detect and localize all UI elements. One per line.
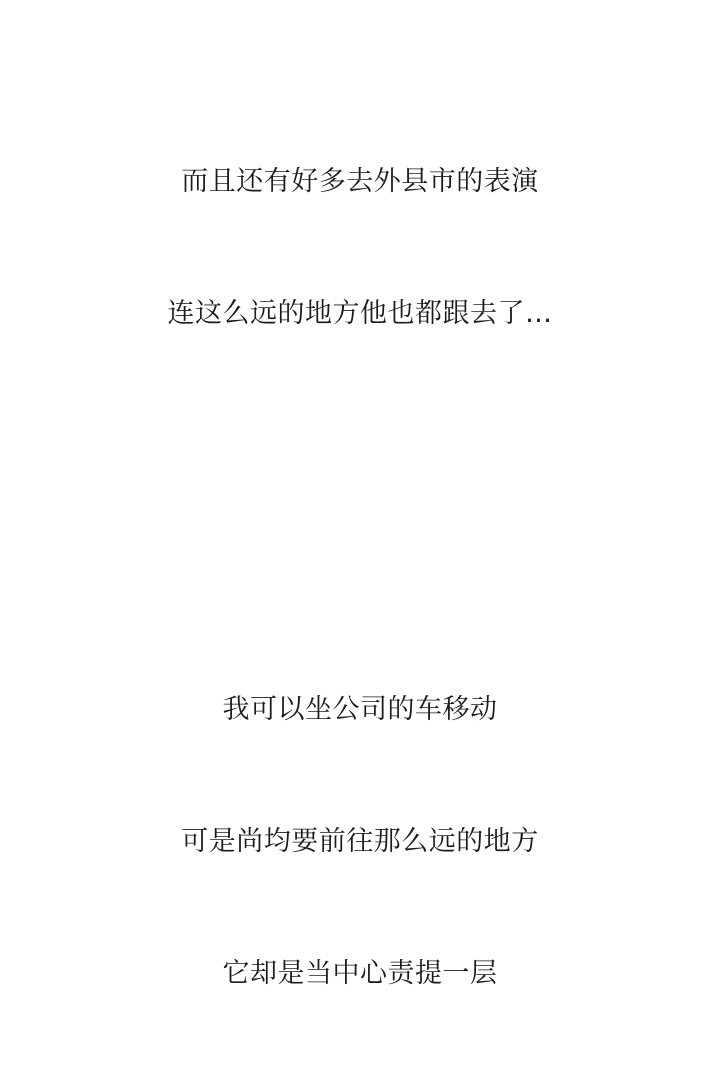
upper-caption-line-1: 而且还有好多去外县市的表演 — [181, 166, 539, 197]
upper-caption-line-2: 连这么远的地方他也都跟去了… — [167, 298, 553, 329]
upper-caption-block — [0, 72, 720, 424]
lower-caption-line-1: 我可以坐公司的车移动 — [222, 694, 498, 725]
lower-caption-line-3: 它却是当中心责提一层 — [222, 958, 498, 989]
lower-caption-block — [0, 600, 720, 1084]
lower-caption-line-2: 可是尚均要前往那么远的地方 — [181, 826, 539, 857]
